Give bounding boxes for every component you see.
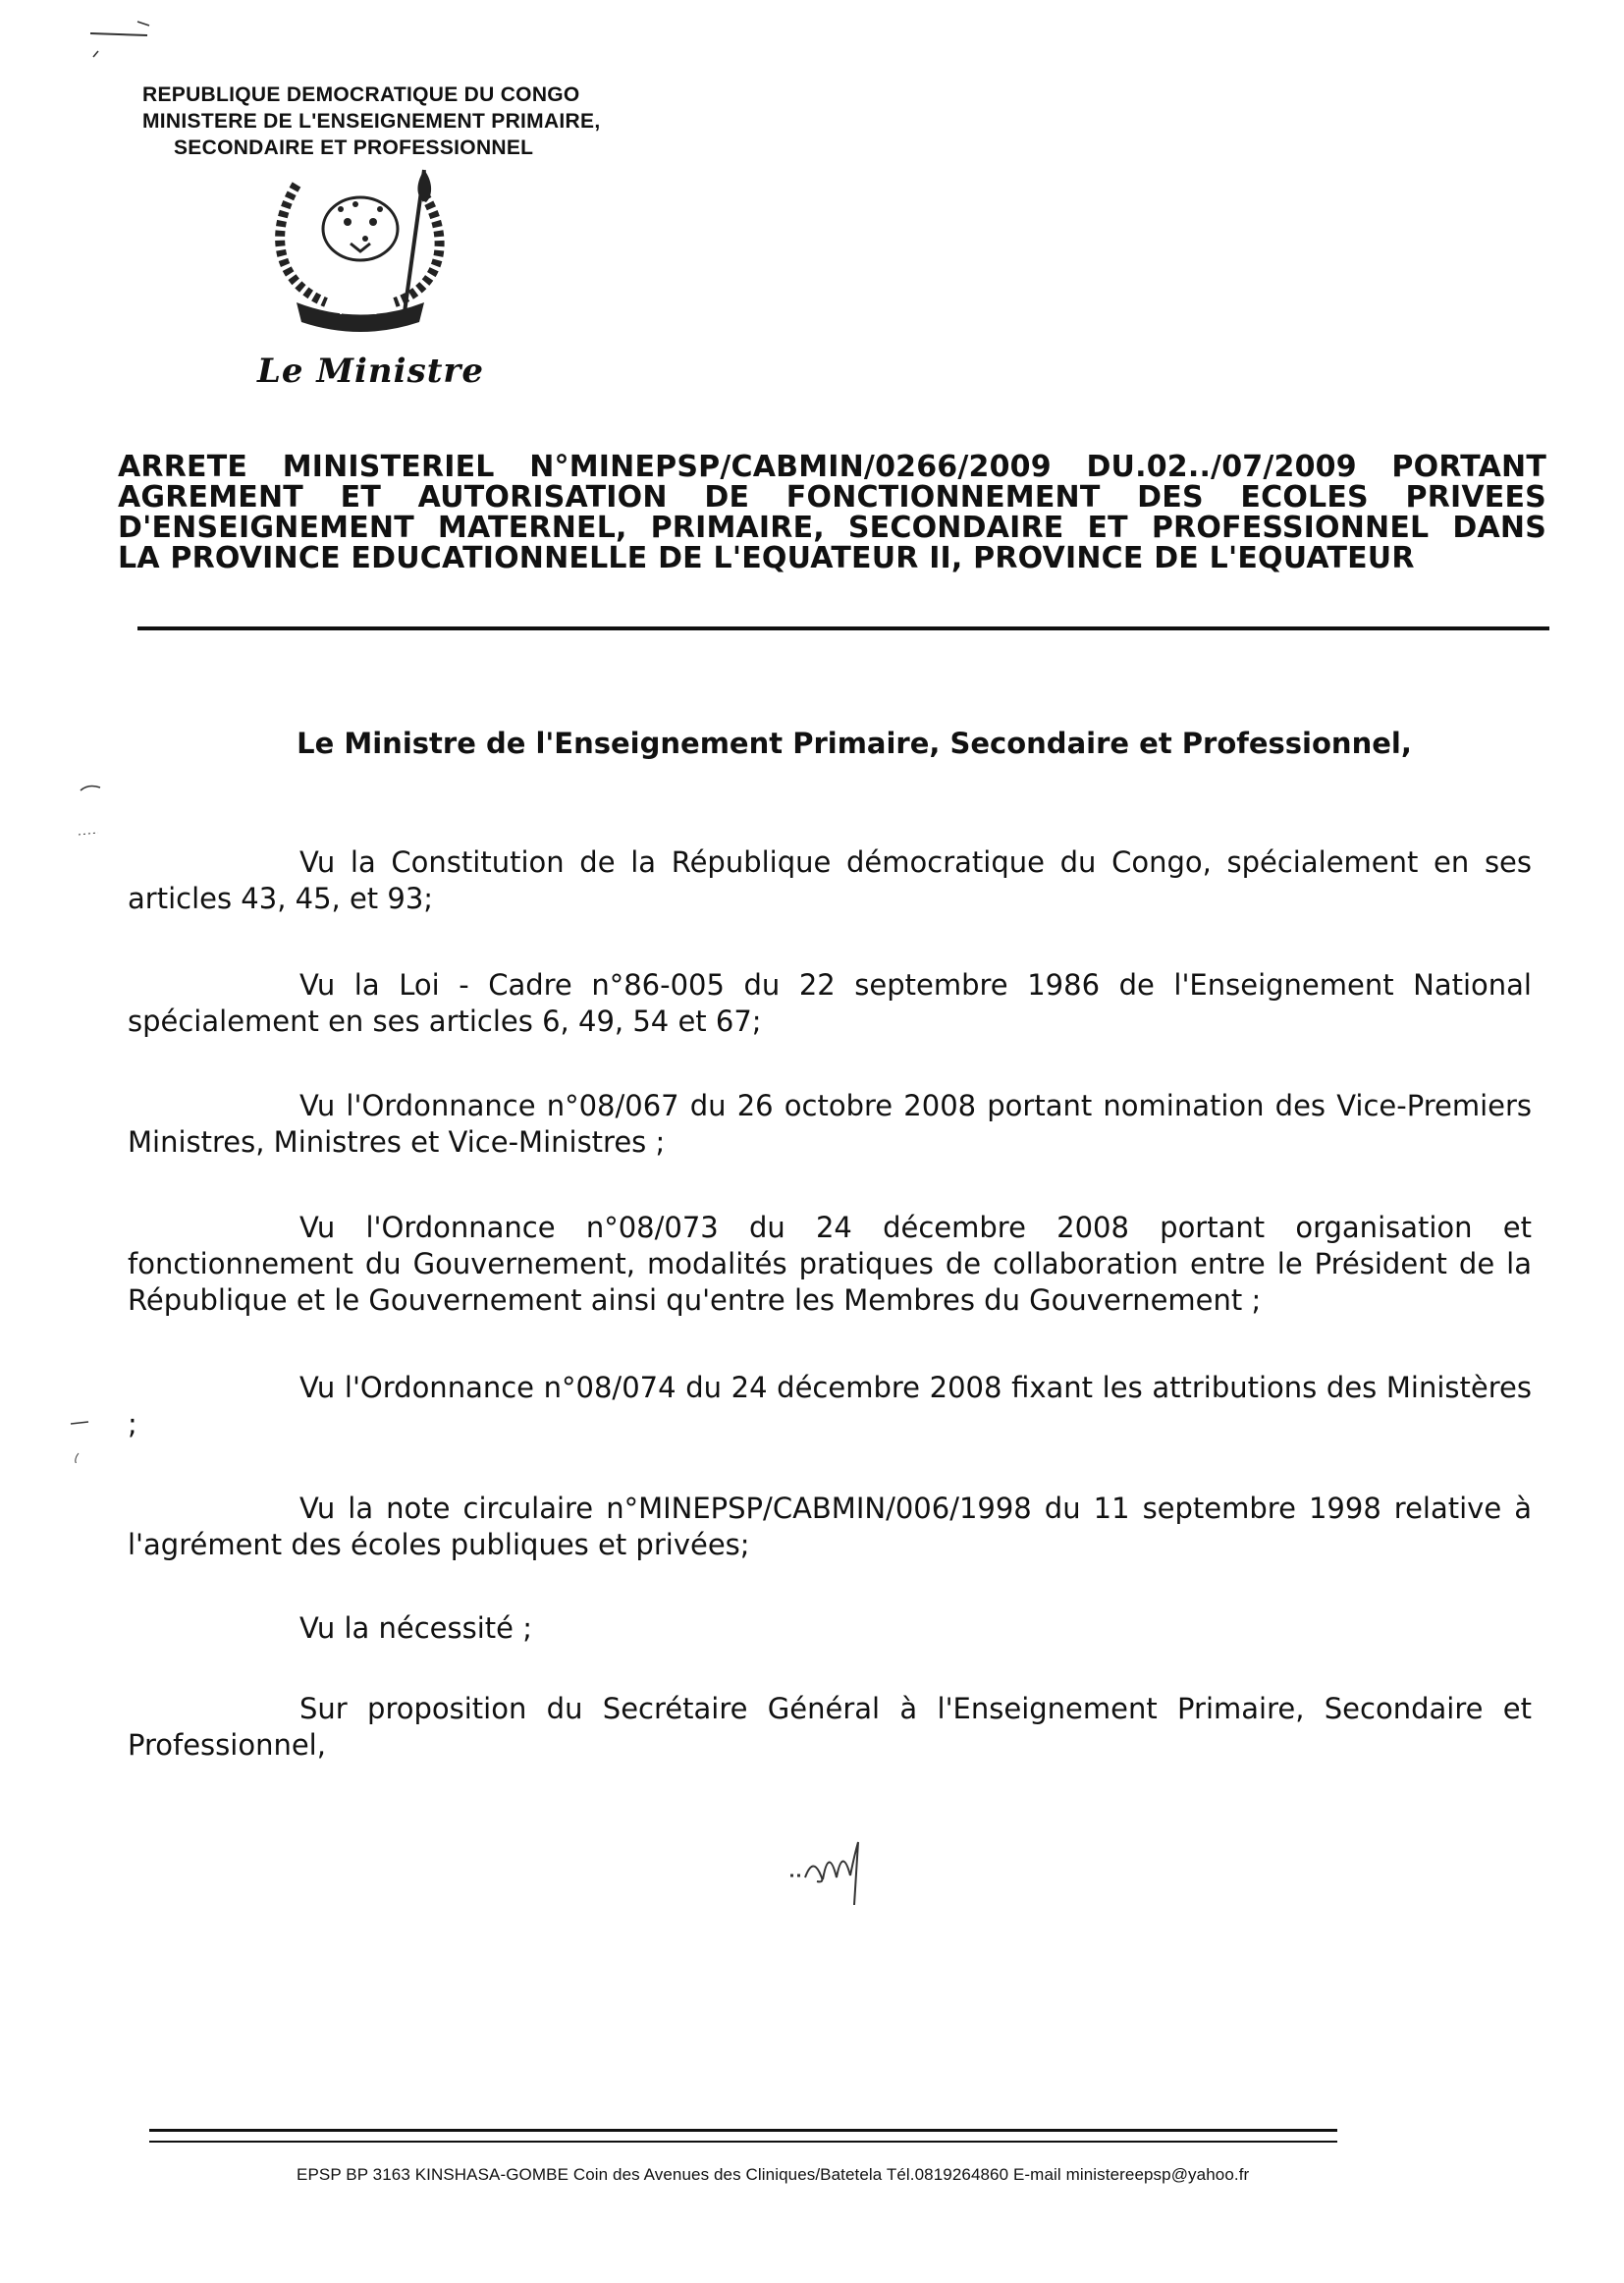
decree-title — [118, 452, 1546, 573]
preamble-heading: Le Ministre de l'Enseignement Primaire, Secondaire et Professionnel, — [297, 727, 1412, 760]
scan-specks — [39, 0, 196, 69]
consideration-constitution: Vu la Constitution de la République démocratique du Congo, spécialement en ses articles 43, 45, et 93; — [128, 845, 1532, 915]
title-line-3: D'ENSEIGNEMENT MATERNEL, PRIMAIRE, SECONDAIRE ET PROFESSIONNEL DANS — [118, 511, 1546, 545]
footer-rule-bottom — [149, 2141, 1337, 2143]
consideration-note-circulaire: Vu la note circulaire n°MINEPSP/CABMIN/006/1998 du 11 septembre 1998 relative à l'agrément des écoles publiques et privées; — [128, 1492, 1532, 1561]
title-line-1: ARRETE MINISTERIEL N°MINEPSP/CABMIN/0266/2009 DU.02../07/2009 PORTANT — [118, 450, 1546, 484]
header-country: REPUBLIQUE DEMOCRATIQUE DU CONGO — [142, 83, 580, 106]
consideration-loi-cadre: Vu la Loi - Cadre n°86-005 du 22 septembre 1986 de l'Enseignement National spécialement en ses articles 6, 49, 54 et 67; — [128, 968, 1532, 1038]
title-line-4: LA PROVINCE EDUCATIONNELLE DE L'EQUATEUR II, PROVINCE DE L'EQUATEUR — [118, 541, 1415, 575]
header-ministry-cont: SECONDAIRE ET PROFESSIONNEL — [174, 136, 534, 159]
title-line-2: AGREMENT ET AUTORISATION DE FONCTIONNEMENT DES ECOLES PRIVEES — [118, 480, 1546, 515]
signature-title: Le Ministre — [257, 352, 484, 391]
consideration-ordonnance-08-073: Vu l'Ordonnance n°08/073 du 24 décembre 2008 portant organisation et fonctionnement du Gouvernement, modalités pratiques de collaboration entre le Président de la République et le Gouvernement ainsi qu'entre les Membres du Gouvernement ; — [128, 1211, 1532, 1317]
consideration-ordonnance-08-067: Vu l'Ordonnance n°08/067 du 26 octobre 2008 portant nomination des Vice-Premiers Ministres, Ministres et Vice-Ministres ; — [128, 1089, 1532, 1159]
emblem-motto: PAIX — [339, 302, 380, 317]
consideration-proposition: Sur proposition du Secrétaire Général à l'Enseignement Primaire, Secondaire et Professionnel, — [128, 1692, 1532, 1762]
footer-rule-top — [149, 2129, 1337, 2132]
footer-address: EPSP BP 3163 KINSHASA-GOMBE Coin des Avenues des Cliniques/Batetela Tél.0819264860 E-mail ministereepsp@yahoo.fr — [297, 2165, 1250, 2184]
title-underline — [137, 626, 1549, 630]
consideration-necessite: Vu la nécessité ; — [299, 1611, 532, 1645]
handwritten-paraph — [785, 1836, 884, 1925]
consideration-ordonnance-08-074: Vu l'Ordonnance n°08/074 du 24 décembre 2008 fixant les attributions des Ministères ; — [128, 1371, 1532, 1440]
margin-specks — [59, 776, 128, 1463]
header-ministry: MINISTERE DE L'ENSEIGNEMENT PRIMAIRE, — [142, 110, 601, 133]
